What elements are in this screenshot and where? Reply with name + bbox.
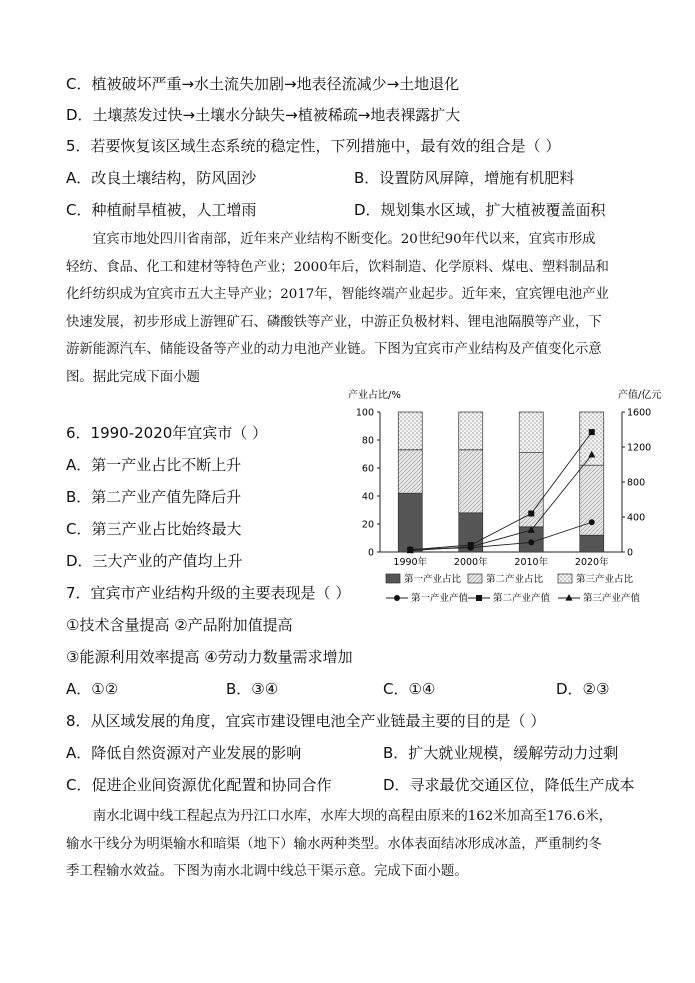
- q5-option-b: B．设置防风屏障，增施有机肥料: [354, 169, 575, 187]
- bar-segment: [459, 412, 483, 450]
- legend-label: 第三产业产值: [583, 593, 641, 604]
- passage-yibin: [66, 226, 632, 391]
- q6-option-a: A．第一产业占比不断上升: [66, 456, 242, 474]
- y2-tick-label: 400: [627, 512, 646, 524]
- q6-option-b: B．第二产业产值先降后升: [66, 488, 242, 506]
- y-axis-label: 产业占比/%: [348, 390, 401, 401]
- q5-option-d: D．规划集水区域，扩大植被覆盖面积: [354, 201, 606, 219]
- legend-label: 第二产业产值: [493, 593, 551, 604]
- legend-swatch: [386, 574, 400, 583]
- point: [528, 511, 534, 517]
- bar-segment: [398, 450, 422, 493]
- bar-segment: [519, 412, 543, 453]
- legend-swatch: [468, 574, 482, 583]
- q7-option-c: C．①④: [383, 680, 436, 698]
- q7-option-b: B．③④: [226, 680, 279, 698]
- passage-line: 宜宾市地处四川省南部，近年来产业结构不断变化。20世纪90年代以来，宜宾市形成: [92, 232, 596, 247]
- bar-segment: [580, 535, 604, 552]
- industry-structure-chart: [340, 380, 685, 620]
- y2-tick-label: 0: [627, 547, 634, 559]
- y2-tick-label: 1200: [627, 442, 652, 454]
- passage-line: 化纤纺织成为宜宾市五大主导产业；2017年，智能终端产业起步。近年来，宜宾锂电池产业: [66, 287, 609, 302]
- q7-stem: 7．宜宾市产业结构升级的主要表现是（ ）: [66, 584, 351, 602]
- passage-line: 季工程输水效益。下图为南水北调中线总干渠示意。完成下面小题。: [66, 864, 468, 879]
- passage-line: 南水北调中线工程起点为丹江口水库，水库大坝的高程由原来的162米加高至176.6米，: [92, 809, 612, 824]
- y-tick-label: 60: [361, 463, 374, 475]
- legend-marker: [565, 594, 572, 601]
- bar-segment: [459, 450, 483, 513]
- q8-option-a: A．降低自然资源对产业发展的影响: [66, 744, 302, 762]
- legend-marker: [394, 595, 400, 601]
- passage-line: 游新能源汽车、储能设备等产业的动力电池产业链。下图为宜宾市产业结构及产值变化示意: [66, 342, 602, 357]
- legend-label: 第一产业占比: [404, 574, 462, 585]
- q7-option-a: A．①②: [66, 680, 119, 698]
- q5-stem: 5．若要恢复该区域生态系统的稳定性，下列措施中，最有效的组合是（ ）: [66, 137, 561, 155]
- legend-swatch: [558, 574, 572, 583]
- q8-stem: 8．从区域发展的角度，宜宾市建设锂电池全产业链最主要的目的是（ ）: [66, 712, 546, 730]
- q5-option-a: A．改良土壤结构，防风固沙: [66, 169, 257, 187]
- y-tick-label: 0: [367, 547, 374, 559]
- passage-south-north-water: [66, 803, 632, 886]
- q8-option-c: C．促进企业间资源优化配置和协同合作: [66, 776, 332, 794]
- q5-option-c: C．种植耐旱植被，人工增雨: [66, 201, 257, 219]
- series-line: [410, 522, 592, 549]
- y2-axis-label: 产值/亿元: [618, 390, 662, 401]
- passage-line: 轻纺、食品、化工和建材等特色产业；2000年后，饮料制造、化学原料、煤电、塑料制品和: [66, 259, 609, 275]
- q8-option-d: D．寻求最优交通区位，降低生产成本: [383, 776, 635, 794]
- x-tick-label: 2020年: [574, 557, 609, 568]
- q6-option-d: D．三大产业的产值均上升: [66, 552, 243, 570]
- legend-marker: [476, 595, 482, 601]
- legend-label: 第二产业占比: [486, 574, 544, 585]
- q4-option-d: D．土壤蒸发过快→土壤水分缺失→植被稀疏→地表裸露扩大: [66, 106, 461, 124]
- series-line: [410, 432, 592, 550]
- legend-label: 第三产业占比: [576, 574, 634, 585]
- point: [589, 429, 595, 435]
- q4-option-c: C．植被破坏严重→水土流失加剧→地表径流减少→土地退化: [66, 75, 460, 93]
- passage-line: 输水干线分为明渠输水和暗渠（地下）输水两种类型。水体表面结冰形成冰盖，严重制约冬: [66, 836, 602, 852]
- bar-segment: [398, 493, 422, 552]
- x-tick-label: 2010年: [514, 557, 549, 568]
- y2-tick-label: 1600: [627, 407, 652, 419]
- q7-option-d: D．②③: [556, 680, 610, 698]
- x-tick-label: 1990年: [393, 557, 428, 568]
- legend-label: 第一产业产值: [411, 593, 469, 604]
- bar-segment: [398, 412, 422, 450]
- q7-items-2: ③能源利用效率提高 ④劳动力数量需求增加: [66, 648, 353, 666]
- q6-stem: 6．1990-2020年宜宾市（ ）: [66, 424, 268, 442]
- passage-line: 图。据此完成下面小题: [66, 369, 200, 385]
- y-tick-label: 100: [355, 407, 374, 419]
- q6-option-c: C．第三产业占比始终最大: [66, 520, 242, 538]
- point: [528, 539, 534, 545]
- passage-line: 快速发展，初步形成上游锂矿石、磷酸铁等产业，中游正负极材料、锂电池隔膜等产业，下: [66, 314, 602, 330]
- y-tick-label: 20: [361, 519, 374, 531]
- y-tick-label: 40: [361, 491, 374, 503]
- x-tick-label: 2000年: [453, 557, 488, 568]
- y2-tick-label: 800: [627, 477, 646, 489]
- q7-items-1: ①技术含量提高 ②产品附加值提高: [66, 616, 293, 634]
- q8-option-b: B．扩大就业规模，缓解劳动力过剩: [383, 744, 619, 762]
- y-tick-label: 80: [361, 435, 374, 447]
- point: [589, 519, 595, 525]
